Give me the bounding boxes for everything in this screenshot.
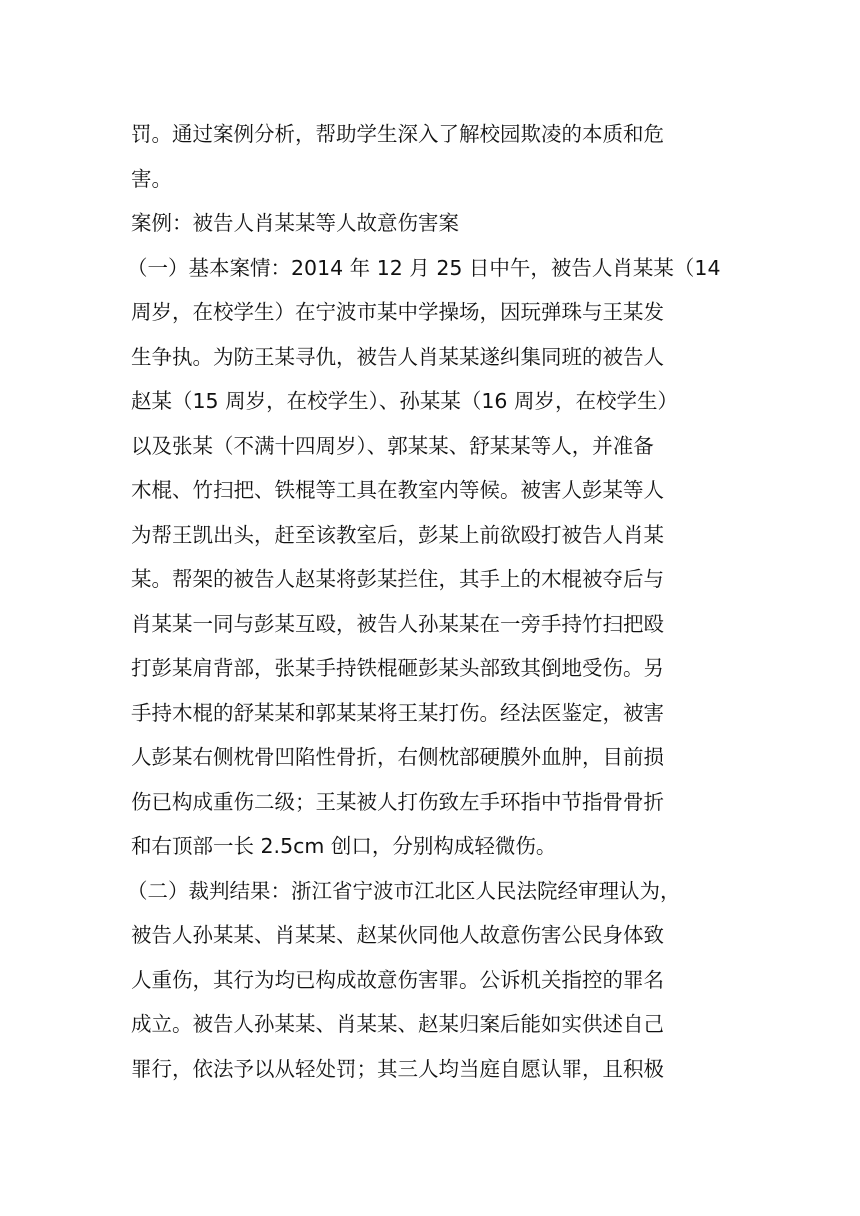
text-line: 肖某某一同与彭某互殴，被告人孙某某在一旁手持竹扫把殴 xyxy=(131,611,664,636)
text-line: 被告人孙某某、肖某某、赵某伙同他人故意伤害公民身体致 xyxy=(131,923,664,947)
case-title: 案例：被告人肖某某等人故意伤害案 xyxy=(131,211,459,235)
text-line: 某。帮架的被告人赵某将彭某拦住，其手上的木棍被夺后与 xyxy=(131,567,664,591)
text-line: 人彭某右侧枕骨凹陷性骨折，右侧枕部硬膜外血肿，目前损 xyxy=(131,745,664,769)
text-line: 罪行，依法予以从轻处罚；其三人均当庭自愿认罪，且积极 xyxy=(131,1056,664,1081)
text-line: 伤已构成重伤二级；王某被人打伤致左手环指中节指骨骨折 xyxy=(131,789,664,814)
text-line: 以及张某（不满十四周岁）、郭某某、舒某某等人，并准备 xyxy=(131,433,654,458)
body-text xyxy=(127,112,731,1091)
text-line: 赵某（15 周岁，在校学生）、孙某某（16 周岁，在校学生） xyxy=(131,389,678,413)
text-line: 人重伤，其行为均已构成故意伤害罪。公诉机关指控的罪名 xyxy=(131,967,664,992)
text-line: 手持木棍的舒某某和郭某某将王某打伤。经法医鉴定，被害 xyxy=(131,700,664,725)
text-line: 周岁，在校学生）在宁波市某中学操场，因玩弹珠与王某发 xyxy=(131,300,664,324)
text-line: 成立。被告人孙某某、肖某某、赵某归案后能如实供述自己 xyxy=(131,1012,664,1036)
text-line: 生争执。为防王某寻仇，被告人肖某某遂纠集同班的被告人 xyxy=(131,344,664,369)
text-line: 木棍、竹扫把、铁棍等工具在教室内等候。被害人彭某等人 xyxy=(131,478,664,502)
section-heading-basic-facts: （一）基本案情：2014 年 12 月 25 日中午，被告人肖某某（14 xyxy=(127,255,721,280)
text-line: 罚。通过案例分析，帮助学生深入了解校园欺凌的本质和危 xyxy=(131,122,664,146)
section-heading-judgment: （二）裁判结果：浙江省宁波市江北区人民法院经审理认为， xyxy=(127,878,681,903)
text-line: 为帮王凯出头，赶至该教室后，彭某上前欲殴打被告人肖某 xyxy=(131,522,664,547)
text-line: 害。 xyxy=(131,166,172,191)
text-line: 和右顶部一长 2.5cm 创口，分别构成轻微伤。 xyxy=(131,834,557,858)
text-line: 打彭某肩背部，张某手持铁棍砸彭某头部致其倒地受伤。另 xyxy=(131,656,664,680)
